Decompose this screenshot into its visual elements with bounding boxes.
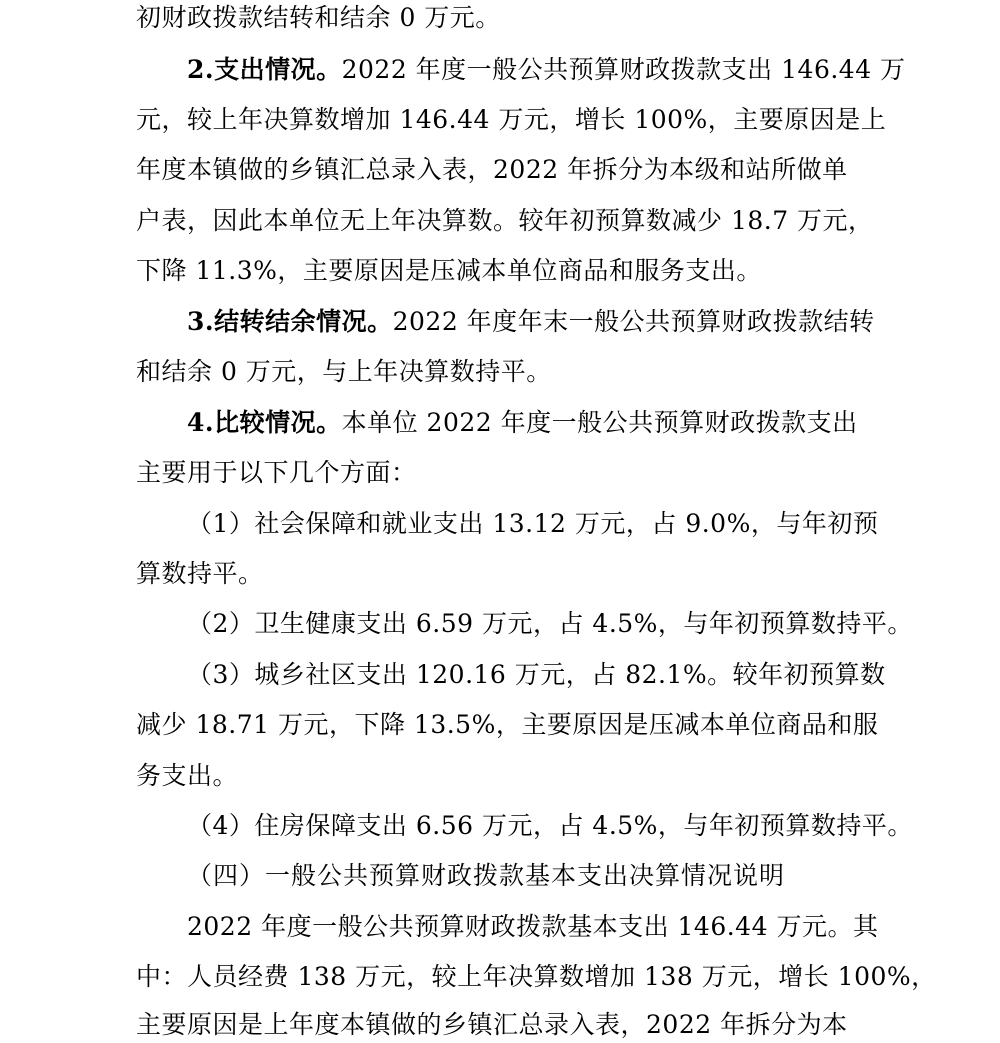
line-text: 中：人员经费 138 万元，较上年决算数增加 138 万元，增长 100%， bbox=[136, 962, 937, 991]
paragraph-basic-expenditure bbox=[187, 909, 878, 945]
text-line bbox=[136, 556, 264, 592]
line-text: （1）社会保障和就业支出 13.12 万元，占 9.0%，与年初预 bbox=[187, 509, 879, 538]
text-line bbox=[136, 959, 937, 995]
list-item bbox=[187, 506, 878, 542]
text-line bbox=[136, 707, 878, 743]
line-text: 元，较上年决算数增加 146.44 万元，增长 100%，主要原因是上 bbox=[136, 105, 887, 134]
line-text: 主要原因是上年度本镇做的乡镇汇总录入表，2022 年拆分为本 bbox=[136, 1010, 848, 1039]
text-line bbox=[136, 354, 552, 390]
line-text: 本单位 2022 年度一般公共预算财政拨款支出 bbox=[341, 408, 858, 437]
list-item bbox=[187, 657, 886, 693]
list-item bbox=[187, 606, 913, 642]
text-line bbox=[136, 102, 886, 138]
section-label: 2.支出情况。 bbox=[187, 55, 342, 84]
list-item bbox=[187, 808, 913, 844]
paragraph-comparison bbox=[187, 405, 858, 441]
line-text: 务支出。 bbox=[136, 761, 239, 790]
text-line bbox=[136, 455, 417, 491]
heading-text: （四）一般公共预算财政拨款基本支出决算情况说明 bbox=[187, 861, 786, 890]
line-text: （2）卫生健康支出 6.59 万元，占 4.5%，与年初预算数持平。 bbox=[187, 609, 913, 638]
line-text: 2022 年度一般公共预算财政拨款基本支出 146.44 万元。其 bbox=[187, 912, 879, 941]
text-line bbox=[136, 152, 848, 188]
line-text: 和结余 0 万元，与上年决算数持平。 bbox=[136, 357, 552, 386]
section-heading bbox=[187, 858, 785, 894]
line-text: 初财政拨款结转和结余 0 万元。 bbox=[136, 3, 501, 32]
line-text: 2022 年度年末一般公共预算财政拨款结转 bbox=[392, 307, 875, 336]
text-line bbox=[136, 0, 501, 36]
line-text: 主要用于以下几个方面： bbox=[136, 458, 417, 487]
line-text: 减少 18.71 万元，下降 13.5%，主要原因是压减本单位商品和服 bbox=[136, 710, 879, 739]
text-line bbox=[136, 253, 762, 289]
line-text: 年度本镇做的乡镇汇总录入表，2022 年拆分为本级和站所做单 bbox=[136, 155, 848, 184]
section-label: 3.结转结余情况。 bbox=[187, 307, 393, 336]
line-text: 户表，因此本单位无上年决算数。较年初预算数减少 18.7 万元， bbox=[136, 206, 874, 235]
paragraph-expenditure bbox=[187, 52, 906, 88]
text-line bbox=[136, 1007, 848, 1043]
text-line bbox=[136, 203, 874, 239]
line-text: （3）城乡社区支出 120.16 万元，占 82.1%。较年初预算数 bbox=[187, 660, 886, 689]
text-line bbox=[136, 758, 238, 794]
line-text: 算数持平。 bbox=[136, 559, 264, 588]
line-text: 下降 11.3%，主要原因是压减本单位商品和服务支出。 bbox=[136, 256, 762, 285]
paragraph-carryover bbox=[187, 304, 875, 340]
section-label: 4.比较情况。 bbox=[187, 408, 342, 437]
line-text: （4）住房保障支出 6.56 万元，占 4.5%，与年初预算数持平。 bbox=[187, 811, 913, 840]
line-text: 2022 年度一般公共预算财政拨款支出 146.44 万 bbox=[341, 55, 906, 84]
